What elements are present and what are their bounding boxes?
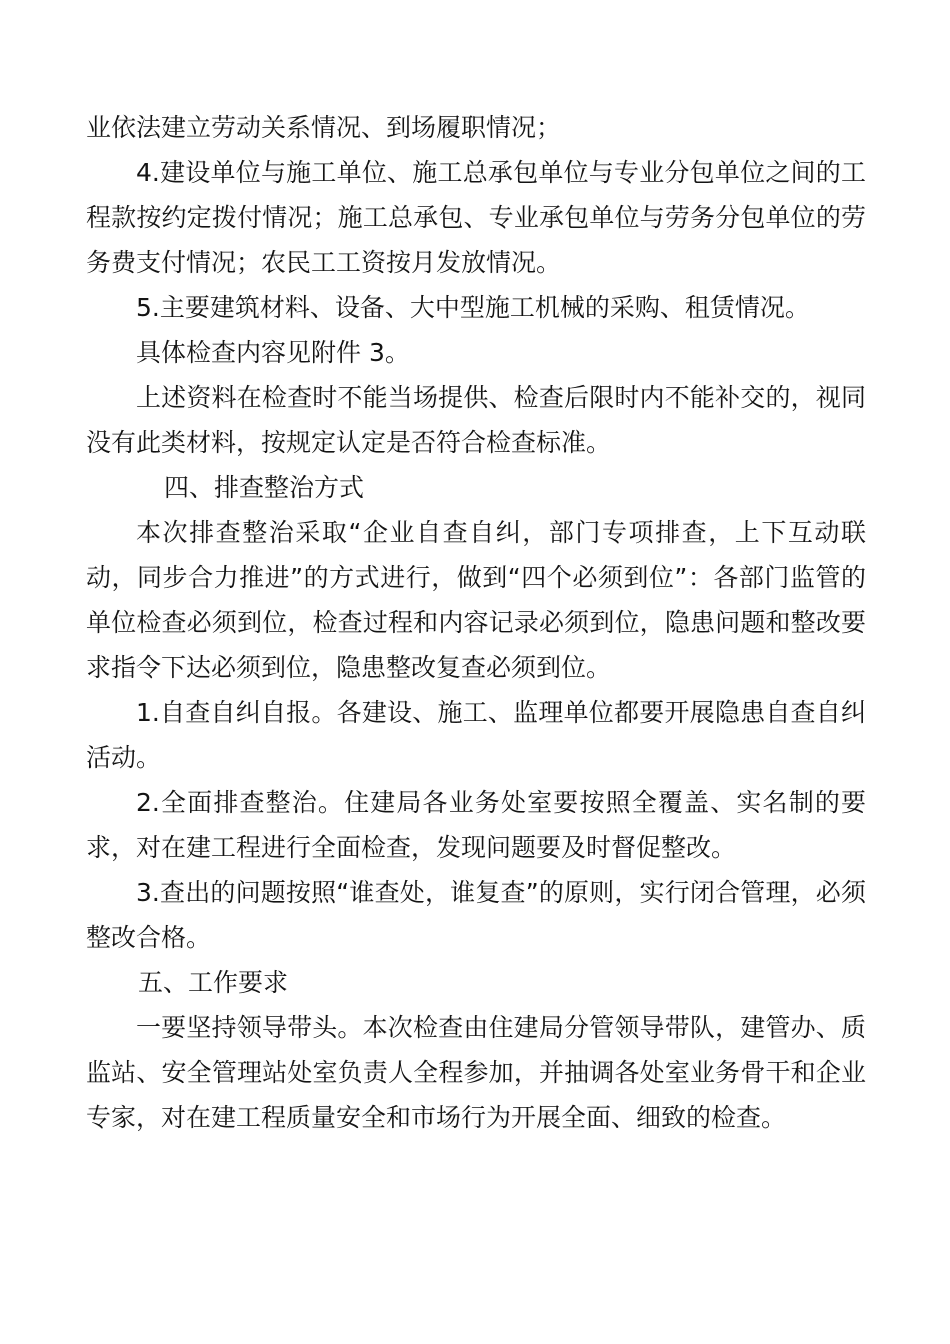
paragraph-continuation: 业依法建立劳动关系情况、到场履职情况； bbox=[86, 113, 562, 142]
paragraph-materials-note: 上述资料在检查时不能当场提供、检查后限时内不能补交的，视同没有此类材料，按规定认定是否符合检查标准。 bbox=[86, 383, 866, 457]
document-body bbox=[86, 105, 866, 1140]
paragraph-method-3: 3.查出的问题按照“谁查处，谁复查”的原则，实行闭合管理，必须整改合格。 bbox=[86, 878, 866, 952]
paragraph-item-4: 4.建设单位与施工单位、施工总承包单位与专业分包单位之间的工程款按约定拨付情况；施工总承包、专业承包单位与劳务分包单位的劳务费支付情况；农民工工资按月发放情况。 bbox=[86, 158, 866, 277]
section-heading-5: 五、工作要求 bbox=[138, 968, 289, 997]
paragraph-item-5: 5.主要建筑材料、设备、大中型施工机械的采购、租赁情况。 bbox=[136, 293, 810, 322]
paragraph-method-1: 1.自查自纠自报。各建设、施工、监理单位都要开展隐患自查自纠活动。 bbox=[86, 698, 866, 772]
paragraph-requirement-1: 一要坚持领导带头。本次检查由住建局分管领导带队，建管办、质监站、安全管理站处室负责人全程参加，并抽调各处室业务骨干和企业专家，对在建工程质量安全和市场行为开展全面、细致的检查。 bbox=[86, 1013, 866, 1132]
paragraph-attachment-note: 具体检查内容见附件 3。 bbox=[136, 338, 410, 367]
paragraph-method-intro: 本次排查整治采取“企业自查自纠，部门专项排查，上下互动联动，同步合力推进”的方式进行，做到“四个必须到位”：各部门监管的单位检查必须到位，检查过程和内容记录必须到位，隐患问题和整改要求指令下达必须到位，隐患整改复查必须到位。 bbox=[86, 518, 866, 682]
paragraph-method-2: 2.全面排查整治。住建局各业务处室要按照全覆盖、实名制的要求，对在建工程进行全面检查，发现问题要及时督促整改。 bbox=[86, 788, 866, 862]
section-heading-4: 四、排查整治方式 bbox=[164, 473, 365, 502]
